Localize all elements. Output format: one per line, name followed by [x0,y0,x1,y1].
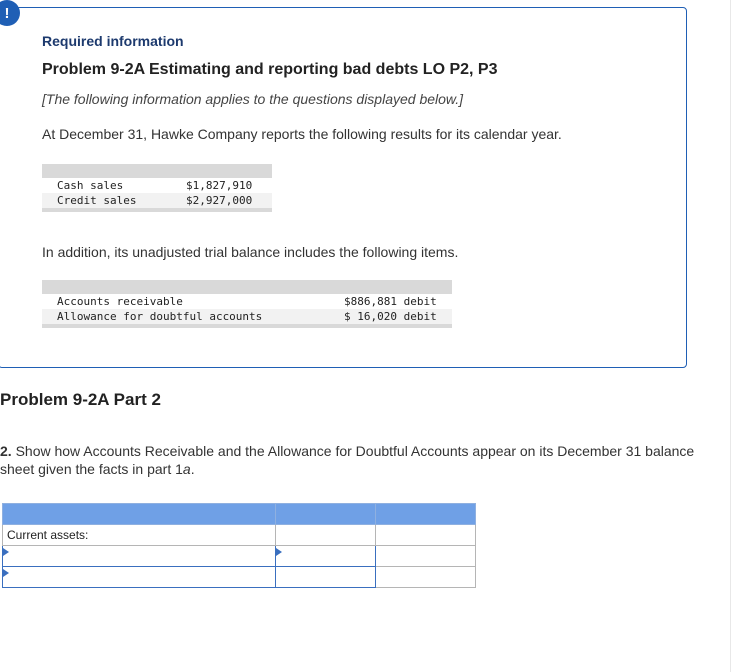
trial-balance-intro: In addition, its unadjusted trial balance includes the following items. [42,244,459,260]
empty-cell [376,546,476,567]
question-text [0,442,730,478]
account-input-1[interactable] [3,546,275,566]
header-cell-amount-2 [376,504,476,525]
sales-table [42,164,272,212]
answer-table-header [3,504,476,525]
sales-row-label: Cash sales [57,179,124,192]
sales-row-value: $2,927,000 [186,194,253,207]
trial-balance-table [42,280,452,328]
trial-row-value: $886,881 debit [344,295,437,308]
amount-input-cell-1[interactable] [276,546,376,567]
alert-icon: ! [0,0,20,26]
question-body: Show how Accounts Receivable and the Allowance for Doubtful Accounts appear on its December 31 balance sheet given the facts in part 1 [0,443,695,477]
table-row [3,546,476,567]
empty-cell [376,525,476,546]
trial-table-header-bar [42,280,452,294]
answer-table [2,503,476,588]
empty-cell [376,567,476,588]
table-row [42,294,452,309]
table-row [3,567,476,588]
empty-cell [276,525,376,546]
account-dropdown-1[interactable] [3,546,276,567]
sales-table-header-bar [42,164,272,178]
trial-table-footer-bar [42,324,452,328]
question-number: 2. [0,443,12,459]
info-note: [The following information applies to the questions displayed below.] [42,91,464,107]
amount-input-2[interactable] [276,567,375,587]
trial-row-label: Allowance for doubtful accounts [57,310,263,323]
input-marker-icon [276,548,282,556]
table-row [42,309,452,324]
table-row [3,525,476,546]
required-information-heading: Required information [42,33,184,49]
account-input-2[interactable] [3,567,275,587]
sales-row-label: Credit sales [57,194,137,207]
sales-row-value: $1,827,910 [186,179,253,192]
header-cell-account [3,504,276,525]
dropdown-marker-icon [3,548,9,556]
account-dropdown-2[interactable] [3,567,276,588]
part-title: Problem 9-2A Part 2 [0,390,161,409]
dropdown-marker-icon [3,569,9,577]
amount-input-1[interactable] [276,546,375,566]
table-row [42,193,272,208]
intro-text: At December 31, Hawke Company reports the following results for its calendar year. [42,126,562,142]
question-end: . [190,461,195,477]
trial-row-label: Accounts receivable [57,295,183,308]
problem-title: Problem 9-2A Estimating and reporting bad debts LO P2, P3 [42,61,498,78]
current-assets-label: Current assets: [3,525,276,546]
page-edge-divider [730,0,731,672]
amount-input-cell-2[interactable] [276,567,376,588]
header-cell-amount-1 [276,504,376,525]
question-part-ref: a [182,461,191,477]
table-row [42,178,272,193]
sales-table-footer-bar [42,208,272,212]
trial-row-value: $ 16,020 debit [344,310,437,323]
